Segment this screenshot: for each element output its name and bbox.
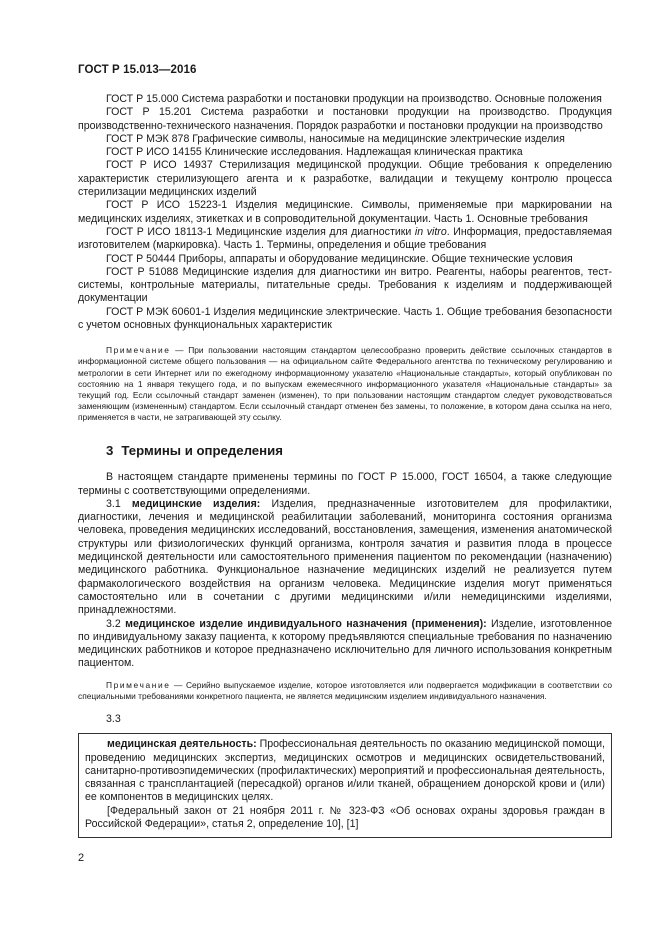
normative-reference: ГОСТ Р ИСО 15223-1 Изделия медицинские. Символы, применяемые при маркировании на медицинских изделиях, этикетках и в сопроводительной документации. Часть 1. Основные требования (78, 199, 612, 225)
term-definition: Изделие, изготовленное по индивидуальному заказу пациента, к которому предъявляются специальные требования по назначению медицинских работников и которое предназначено исключительно для личного использования конкретным пациентом. (78, 617, 612, 670)
boxed-term-3-3 (78, 733, 612, 838)
normative-reference: ГОСТ Р 51088 Медицинские изделия для диагностики ин витро. Реагенты, наборы реагентов, тест-системы, контрольные материалы, питательные среды. Требования к изделиям и поддерживающей документации (78, 265, 612, 305)
normative-reference: ГОСТ Р МЭК 878 Графические символы, наносимые на медицинские электрические изделия (106, 132, 565, 145)
term-entry-3-1 (78, 498, 612, 618)
term-definition: Профессиональная деятельность по оказанию медицинской помощи, проведению медицинских экспертиз, медицинских осмотров и медицинских освидетельствований, санитарно-противоэпидемических (профилактических) мероприятий и профессиональная деятельность, связанная с трансплантацией (пересадкой) органов и/или тканей, обращением донорской крови и (или) ее компонентов в медицинских целях. (85, 738, 605, 804)
term-definition: Изделия, предназначенные изготовителем для профилактики, диагностики, лечения и медицинской реабилитации заболеваний, мониторинга состояния организма человека, проведения медицинских исследований, восстановления, замещения, изменения анатомической структуры или физиологических функций организма, контроля зачатия и развития плода в процессе медицинской деятельности или самостоятельного применения пациентом по рекомендации (назначению) медицинского работника. Функциональное назначение медицинских изделий не реализуется путем фармакологического воздействия на организм человека. Медицинские изделия могут применяться самостоятельно или в сочетании с другими медицинскими и/или немедицинскими изделиями, принадлежностями. (78, 497, 612, 617)
document-header: ГОСТ Р 15.013—2016 (78, 64, 197, 76)
section-heading (106, 444, 612, 457)
term-name: медицинское изделие индивидуального назначения (применения): (125, 617, 487, 630)
note-label: Примечание (106, 679, 171, 690)
normative-reference: ГОСТ Р 15.201 Система разработки и постановки продукции на производство. Продукция производственно-технического назначения. Порядок разработки и постановки продукции на производство (78, 106, 612, 132)
term-name: медицинские изделия: (131, 497, 261, 510)
term-entry-3-2 (78, 618, 612, 671)
section-intro: В настоящем стандарте применены термины по ГОСТ Р 15.000, ГОСТ 16504, а также следующие термины с соответствующими определениями. (78, 471, 612, 497)
normative-reference: ГОСТ Р 50444 Приборы, аппараты и оборудование медицинские. Общие технические условия (106, 252, 573, 265)
page-number: 2 (78, 852, 85, 864)
term-number-3-3: 3.3 (106, 712, 121, 725)
note-text: — При пользовании настоящим стандартом целесообразно проверить действие ссылочных стандартов в информационной системе общего пользования — на официальном сайте Федерального агентства по техническому регулированию и метрологии в сети Интернет или по ежегодному информационному указателю «Национальные стандарты», который опубликован по состоянию на 1 января текущего года, и по выпускам ежемесячного информационного указателя «Национальные стандарты» за текущий год. Если ссылочный стандарт заменен (изменен), то при пользовании настоящим стандартом следует руководствоваться заменяющим (измененным) стандартом. Если ссылочный стандарт отменен без замены, то положение, в котором дана ссылка на него, применяется в части, не затрагивающей эту ссылку. (78, 345, 612, 422)
normative-reference: ГОСТ Р ИСО 14155 Клинические исследования. Надлежащая клиническая практика (106, 146, 523, 159)
normative-reference: ГОСТ Р МЭК 60601-1 Изделия медицинские электрические. Часть 1. Общие требования безопасности с учетом основных функциональных характеристик (78, 305, 612, 332)
note-references (78, 345, 612, 423)
note-label: Примечание (106, 345, 171, 356)
normative-reference: ГОСТ Р 15.000 Система разработки и постановки продукции на производство. Основные положения (106, 93, 602, 105)
normative-reference: ГОСТ Р ИСО 14937 Стерилизация медицинской продукции. Общие требования к определению характеристик стерилизующего агента и к разработке, валидации и текущему контролю процесса стерилизации медицинских изделий (78, 159, 612, 199)
ref-18113-italic: in vitro (414, 225, 447, 238)
term-source: [Федеральный закон от 21 ноября 2011 г. № 323-ФЗ «Об основах охраны здоровья граждан в Российской Федерации», статья 2, определение 10], [1] (85, 804, 605, 831)
page-body (78, 93, 612, 838)
term-number: 3.1 (106, 497, 132, 510)
note-individual-device (78, 680, 612, 702)
term-name: медицинская деятельность: (107, 738, 257, 751)
section-number: 3 (106, 443, 114, 458)
section-title: Термины и определения (121, 443, 283, 458)
ref-18113-after: . Информация, предоставляемая изготовителем (маркировка). Часть 1. Термины, определения и общие требования (78, 225, 613, 252)
term-number: 3.2 (106, 617, 126, 630)
note-text: — Серийно выпускаемое изделие, которое изготовляется или подвергается модификации в соответствии со специальными требованиями конкретного пациента, не является медицинским изделием индивидуального назначения. (78, 679, 612, 701)
ref-18113-before: ГОСТ Р ИСО 18113-1 Медицинские изделия для диагностики (106, 225, 415, 238)
normative-reference-18113 (78, 226, 612, 253)
term-entry-3-3 (85, 738, 605, 804)
